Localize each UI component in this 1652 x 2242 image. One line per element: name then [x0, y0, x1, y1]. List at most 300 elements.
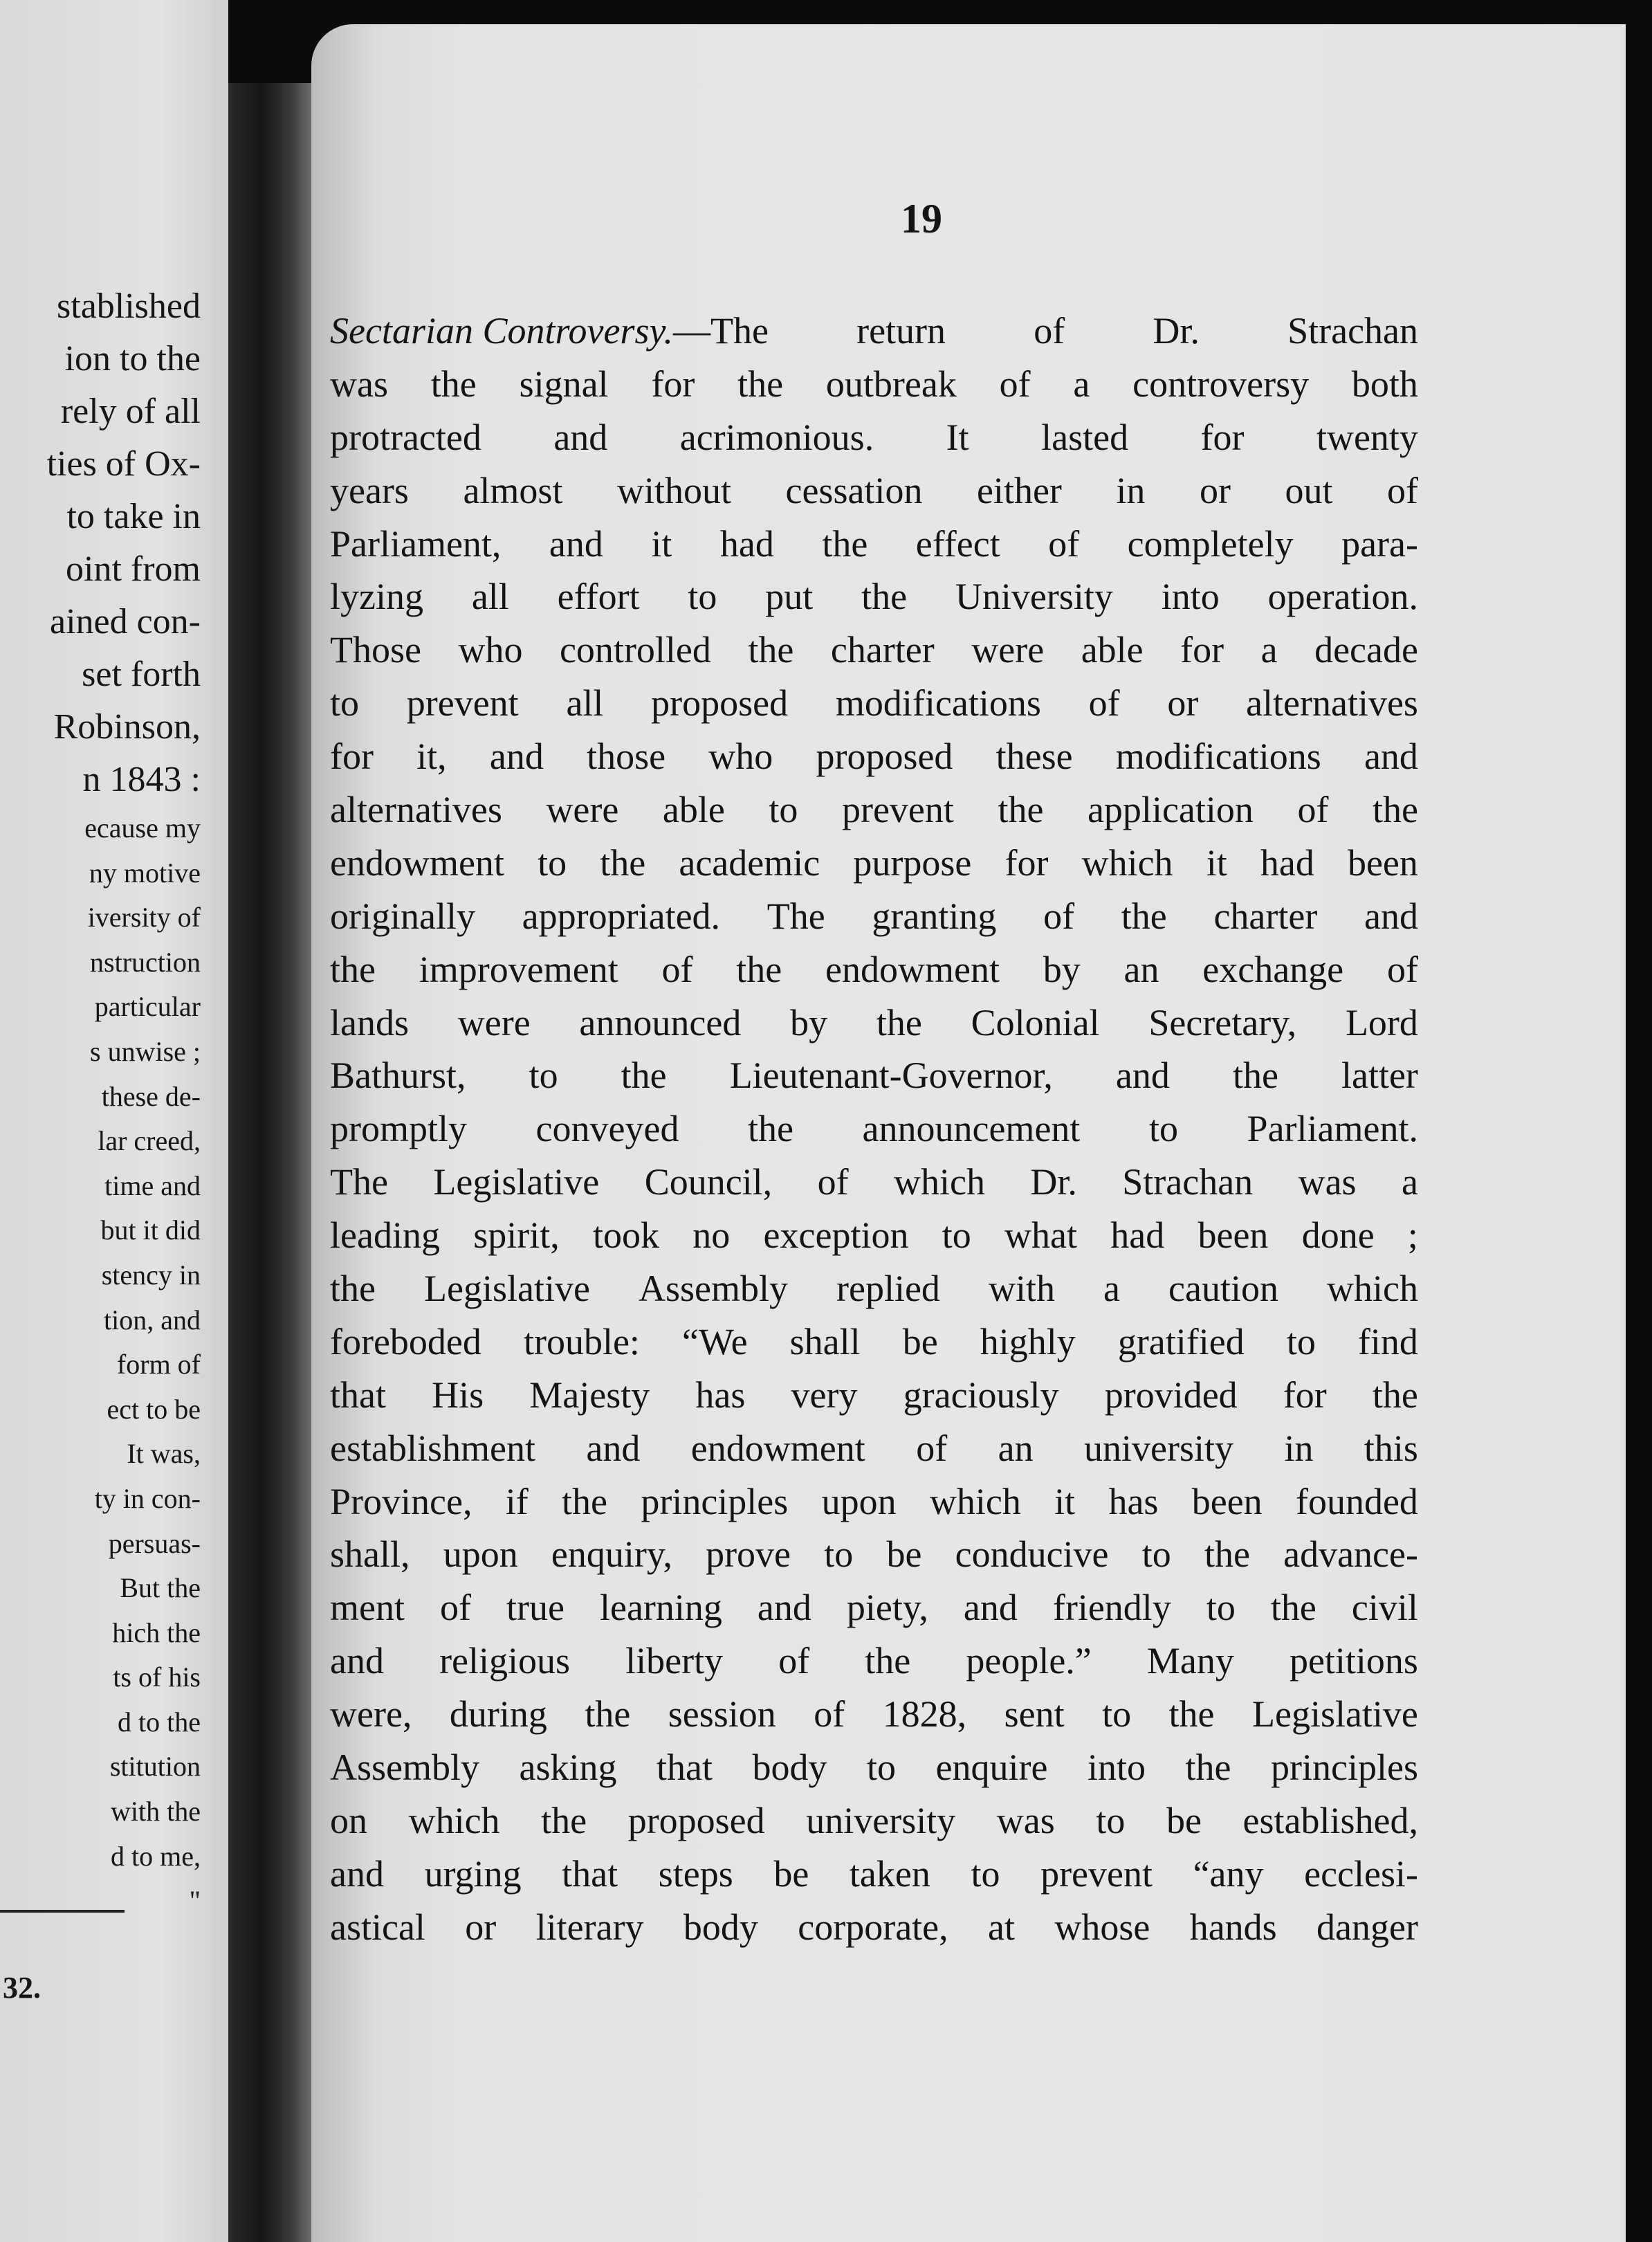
text-word: to	[942, 1214, 971, 1257]
left-line: particular	[94, 991, 201, 1023]
text-line	[330, 1049, 1418, 1102]
left-line: ny motive	[89, 857, 201, 888]
text-word: “We	[682, 1320, 748, 1362]
text-word: endowment	[825, 948, 1000, 990]
text-word: an	[1123, 948, 1159, 990]
text-word: endowment	[690, 1427, 865, 1469]
text-word: that	[657, 1747, 713, 1789]
text-word: body	[752, 1747, 827, 1789]
text-word: corporate,	[798, 1906, 948, 1948]
text-word: in	[1284, 1427, 1314, 1469]
text-word: exchange	[1202, 948, 1344, 990]
text-word: It	[946, 416, 969, 458]
text-word: spirit,	[473, 1214, 560, 1257]
text-word: be	[1166, 1799, 1202, 1841]
text-word: whose	[1054, 1906, 1150, 1948]
text-word: caution	[1168, 1268, 1278, 1310]
text-word: has	[695, 1374, 746, 1416]
text-line	[330, 623, 1418, 677]
text-word: piety,	[846, 1587, 928, 1629]
text-word: the	[737, 363, 784, 405]
text-word: out	[1285, 469, 1333, 511]
text-word: into	[1161, 576, 1220, 618]
text-word: the	[1270, 1587, 1316, 1629]
text-word: true	[506, 1587, 565, 1629]
text-word: replied	[836, 1268, 940, 1310]
text-word: Colonial	[971, 1001, 1100, 1043]
text-word: and	[330, 1852, 384, 1895]
text-word: “any	[1193, 1852, 1264, 1895]
left-line: these de-	[101, 1080, 201, 1112]
text-word: lasted	[1041, 416, 1129, 458]
text-word: and	[757, 1587, 811, 1629]
text-word: appropriated.	[522, 895, 721, 937]
text-word: petitions	[1289, 1640, 1418, 1682]
text-word: by	[790, 1001, 828, 1043]
text-word: promptly	[330, 1108, 467, 1150]
text-word: principles	[1271, 1747, 1418, 1789]
text-word: Lord	[1345, 1001, 1418, 1043]
text-line	[330, 1422, 1418, 1475]
text-word: liberty	[625, 1640, 724, 1682]
text-word: that	[562, 1852, 618, 1895]
text-line	[330, 1901, 1418, 1954]
text-word: and	[1115, 1055, 1170, 1097]
text-word: of	[1386, 469, 1418, 511]
text-word: Council,	[644, 1161, 773, 1203]
text-line	[330, 1794, 1418, 1848]
text-word: protracted	[330, 416, 481, 458]
text-word: proposed	[816, 736, 953, 778]
text-word: outbreak	[825, 363, 957, 405]
text-word: session	[668, 1693, 776, 1735]
text-word: a	[1073, 363, 1090, 405]
text-line	[330, 1209, 1418, 1262]
text-word: controlled	[559, 629, 711, 671]
text-word: to	[824, 1533, 854, 1576]
text-word: signal	[519, 363, 609, 405]
text-word: 1828,	[882, 1693, 967, 1735]
text-word: it	[1054, 1480, 1076, 1522]
text-word: the	[1168, 1693, 1215, 1735]
text-word: advance-	[1283, 1533, 1418, 1576]
text-word: ment	[330, 1587, 405, 1629]
text-word: of	[1034, 310, 1065, 352]
text-word: who	[458, 629, 523, 671]
text-line	[330, 358, 1418, 411]
text-word: to	[1206, 1587, 1236, 1629]
left-line: with the	[111, 1796, 201, 1828]
text-word: almost	[463, 469, 563, 511]
text-word: of	[999, 363, 1031, 405]
text-word: The	[330, 1161, 388, 1203]
text-word: to	[1102, 1693, 1132, 1735]
left-line: It was,	[127, 1438, 201, 1470]
text-word: this	[1364, 1427, 1418, 1469]
text-word: for	[1004, 841, 1049, 884]
text-word: the	[998, 789, 1044, 831]
left-line: ecause my	[84, 812, 201, 844]
text-line	[330, 464, 1418, 518]
left-page-text	[0, 280, 201, 1924]
text-word: the	[1185, 1747, 1231, 1789]
text-word: Legislative	[1251, 1693, 1418, 1735]
text-word: shall	[789, 1320, 861, 1362]
text-line	[330, 1102, 1418, 1156]
text-word: who	[708, 736, 773, 778]
text-word: lands	[330, 1001, 409, 1043]
text-word: of	[1386, 948, 1418, 990]
text-word: graciously	[903, 1374, 1059, 1416]
text-word: and	[1364, 895, 1418, 937]
text-word: alternatives	[330, 789, 502, 831]
text-word: effort	[557, 576, 640, 618]
text-word: operation.	[1267, 576, 1418, 618]
text-word: took	[593, 1214, 660, 1257]
text-word: and	[1364, 736, 1418, 778]
text-word: latter	[1341, 1055, 1418, 1097]
left-line: ion to the	[64, 339, 201, 379]
left-footnote: 32.	[3, 1971, 41, 2005]
text-word: of	[661, 948, 693, 990]
text-word: provided	[1104, 1374, 1238, 1416]
text-line	[330, 1369, 1418, 1422]
text-word: to	[1286, 1320, 1316, 1362]
text-word: Strachan	[1287, 310, 1418, 352]
text-word: on	[330, 1799, 367, 1841]
text-word: enquire	[935, 1747, 1048, 1789]
text-word: been	[1347, 841, 1418, 884]
text-word: effect	[915, 522, 1000, 565]
text-word: originally	[330, 895, 475, 937]
text-line	[330, 730, 1418, 783]
text-word: into	[1087, 1747, 1146, 1789]
text-word: able	[1081, 629, 1144, 671]
text-word: the	[330, 1268, 376, 1310]
text-word: to	[1148, 1108, 1178, 1150]
text-word: it	[651, 522, 672, 565]
text-line	[330, 1528, 1418, 1581]
text-word: the	[1372, 789, 1418, 831]
text-word: to	[688, 576, 717, 618]
text-word: either	[976, 469, 1062, 511]
text-word: body	[683, 1906, 758, 1948]
text-word: enquiry,	[551, 1533, 672, 1576]
text-word: His	[432, 1374, 484, 1416]
text-word: of	[1043, 895, 1075, 937]
text-word: if	[505, 1480, 529, 1522]
text-word: established,	[1242, 1799, 1418, 1841]
text-word: Parliament,	[330, 522, 502, 565]
text-word: acrimonious.	[679, 416, 874, 458]
text-word: of	[440, 1587, 471, 1629]
left-line: Robinson,	[53, 707, 201, 747]
text-word: it,	[416, 736, 447, 778]
text-word: both	[1351, 363, 1418, 405]
text-word: charter	[830, 629, 935, 671]
left-line: form of	[116, 1349, 201, 1380]
text-word: completely	[1127, 522, 1294, 565]
text-word: was	[1298, 1161, 1357, 1203]
right-page	[311, 24, 1626, 2242]
text-word: literary	[535, 1906, 644, 1948]
body-text	[330, 304, 1418, 1954]
text-line	[330, 570, 1418, 623]
footnote-rule	[0, 1910, 125, 1913]
book-gutter	[228, 0, 311, 2242]
text-word: or	[465, 1906, 497, 1948]
text-word: Legislative	[424, 1268, 590, 1310]
text-word: Parliament.	[1247, 1108, 1418, 1150]
text-word: highly	[980, 1320, 1076, 1362]
text-word: proposed	[651, 682, 789, 724]
text-word: was	[996, 1799, 1055, 1841]
left-line: set forth	[82, 655, 201, 694]
left-line: ect to be	[107, 1393, 201, 1425]
text-word: improvement	[419, 948, 618, 990]
text-word: Assembly	[638, 1268, 788, 1310]
text-word: for	[651, 363, 695, 405]
text-word: the	[585, 1693, 631, 1735]
text-word: been	[1197, 1214, 1269, 1257]
text-word: Many	[1146, 1640, 1234, 1682]
text-word: announcement	[862, 1108, 1081, 1150]
text-word: twenty	[1316, 416, 1418, 458]
text-line	[330, 943, 1418, 996]
text-word: which	[1081, 841, 1173, 884]
text-word: had	[719, 522, 774, 565]
text-word: with	[988, 1268, 1055, 1310]
text-word: were	[971, 629, 1045, 671]
text-word: of	[1297, 789, 1329, 831]
left-line: ty in con-	[94, 1482, 201, 1514]
text-word: astical	[330, 1906, 425, 1948]
text-word: endowment	[330, 841, 504, 884]
text-line	[330, 1475, 1418, 1529]
text-word: the	[736, 948, 782, 990]
text-word: to	[769, 789, 798, 831]
text-word: announced	[579, 1001, 742, 1043]
left-line: d to the	[118, 1706, 201, 1738]
text-word: of	[814, 1693, 845, 1735]
text-word: granting	[872, 895, 997, 937]
left-line: stitution	[109, 1751, 201, 1783]
text-word: for	[1180, 629, 1224, 671]
text-word: Strachan	[1122, 1161, 1254, 1203]
text-line	[330, 677, 1418, 730]
text-word: had	[1110, 1214, 1165, 1257]
text-word: Legislative	[433, 1161, 600, 1203]
text-word: and	[330, 1640, 384, 1682]
text-word: and	[489, 736, 544, 778]
left-line: hich the	[112, 1616, 201, 1648]
text-word: very	[791, 1374, 858, 1416]
text-word: which	[929, 1480, 1021, 1522]
text-word: the	[330, 948, 376, 990]
left-line: nstruction	[90, 946, 201, 978]
text-word: been	[1191, 1480, 1263, 1522]
scan-border	[1626, 0, 1652, 2242]
text-word: upon	[821, 1480, 897, 1522]
text-word: of	[1088, 682, 1120, 724]
text-word: controversy	[1132, 363, 1310, 405]
text-word: Assembly	[330, 1747, 479, 1789]
text-word: the	[865, 1640, 911, 1682]
text-word: learning	[599, 1587, 722, 1629]
left-line: time and	[104, 1169, 201, 1201]
text-word: foreboded	[330, 1320, 481, 1362]
text-word: academic	[679, 841, 820, 884]
text-word: establishment	[330, 1427, 535, 1469]
text-word: university	[806, 1799, 956, 1841]
left-line: d to me,	[111, 1840, 201, 1872]
text-word: steps	[658, 1852, 733, 1895]
text-word: all	[566, 682, 604, 724]
text-word: Dr.	[1030, 1161, 1077, 1203]
text-word: done	[1301, 1214, 1375, 1257]
text-word: no	[692, 1214, 731, 1257]
text-word: were,	[330, 1693, 412, 1735]
left-line: oint from	[66, 549, 201, 589]
text-word: and	[586, 1427, 641, 1469]
text-word: or	[1167, 682, 1199, 724]
text-line	[330, 1581, 1418, 1634]
text-word: religious	[439, 1640, 571, 1682]
text-word: the	[1372, 1374, 1418, 1416]
left-line: rely of all	[60, 392, 201, 431]
text-line	[330, 890, 1418, 943]
text-word: —The	[672, 310, 769, 352]
text-line	[330, 411, 1418, 464]
left-line: ties of Ox-	[46, 444, 201, 484]
text-word: a	[1401, 1161, 1418, 1203]
text-line	[330, 996, 1418, 1050]
text-word: or	[1199, 469, 1231, 511]
text-word: application	[1087, 789, 1254, 831]
text-word: prevent	[841, 789, 954, 831]
text-word: the	[748, 1108, 793, 1150]
page-number: 19	[901, 196, 942, 241]
text-word: danger	[1316, 1906, 1418, 1948]
text-word: what	[1004, 1214, 1077, 1257]
left-line: ained con-	[49, 602, 201, 641]
text-word: to	[529, 1055, 558, 1097]
text-word: ecclesi-	[1304, 1852, 1418, 1895]
text-word: prevent	[1040, 1852, 1153, 1895]
text-word: be	[886, 1533, 922, 1576]
text-word: para-	[1341, 522, 1418, 565]
text-line	[330, 1156, 1418, 1209]
text-word: which	[408, 1799, 500, 1841]
text-word: and	[963, 1587, 1018, 1629]
text-word: lyzing	[330, 576, 423, 618]
text-word: people.”	[966, 1640, 1092, 1682]
text-word: the	[1204, 1533, 1250, 1576]
text-word: Those	[330, 629, 421, 671]
text-word: was	[330, 363, 388, 405]
text-word: that	[330, 1374, 386, 1416]
text-word: taken	[849, 1852, 930, 1895]
text-word: the	[1232, 1055, 1278, 1097]
text-word: to	[971, 1852, 1000, 1895]
text-line	[330, 1848, 1418, 1901]
text-word: prove	[706, 1533, 791, 1576]
text-word: The	[767, 895, 825, 937]
text-word: all	[471, 576, 509, 618]
text-line	[330, 1634, 1418, 1688]
text-word: the	[600, 841, 646, 884]
left-line: stablished	[57, 286, 201, 326]
text-word: prevent	[406, 682, 519, 724]
left-line: tion, and	[104, 1304, 201, 1336]
text-word: hands	[1189, 1906, 1277, 1948]
text-word: the	[562, 1480, 608, 1522]
text-word: Province,	[330, 1480, 472, 1522]
left-line: n 1843 :	[82, 760, 201, 799]
text-word: for	[1283, 1374, 1327, 1416]
text-word: exception	[763, 1214, 909, 1257]
text-word: conducive	[955, 1533, 1109, 1576]
text-word: those	[587, 736, 666, 778]
text-word: be	[902, 1320, 938, 1362]
text-word: alternatives	[1246, 682, 1418, 724]
text-word: gratified	[1117, 1320, 1245, 1362]
text-word: for	[330, 736, 374, 778]
text-line	[330, 518, 1418, 571]
left-line: iversity of	[87, 902, 201, 933]
text-word: the	[861, 576, 908, 618]
text-word: modifications	[835, 682, 1041, 724]
text-word: of	[778, 1640, 810, 1682]
text-word: purpose	[853, 841, 972, 884]
left-line: lar creed,	[98, 1125, 201, 1157]
text-word: University	[955, 576, 1113, 618]
text-word: proposed	[627, 1799, 765, 1841]
text-word: and	[549, 522, 603, 565]
left-line: But the	[120, 1572, 201, 1604]
text-word: the	[541, 1799, 587, 1841]
text-word: without	[616, 469, 731, 511]
text-word: by	[1043, 948, 1081, 990]
text-word: Secretary,	[1148, 1001, 1297, 1043]
text-word: during	[449, 1693, 547, 1735]
text-word: Dr.	[1153, 310, 1200, 352]
text-word: an	[998, 1427, 1034, 1469]
left-line: but it did	[100, 1214, 201, 1246]
text-word: the	[621, 1055, 667, 1097]
text-word: to	[1096, 1799, 1126, 1841]
text-word: find	[1357, 1320, 1418, 1362]
left-line: ts of his	[113, 1661, 201, 1693]
text-word: cessation	[785, 469, 923, 511]
text-word: at	[988, 1906, 1015, 1948]
text-line	[330, 304, 1418, 358]
text-word: to	[330, 682, 360, 724]
text-word: a	[1260, 629, 1278, 671]
text-word: upon	[443, 1533, 518, 1576]
text-line	[330, 1315, 1418, 1369]
text-word: put	[765, 576, 814, 618]
text-word: the	[876, 1001, 922, 1043]
text-word: it	[1206, 841, 1227, 884]
text-word: the	[1121, 895, 1167, 937]
text-word: return	[856, 310, 946, 352]
text-word: were	[457, 1001, 531, 1043]
text-word: principles	[641, 1480, 789, 1522]
text-word: charter	[1213, 895, 1318, 937]
text-word: a	[1103, 1268, 1120, 1310]
section-heading: Sectarian Controversy.	[330, 310, 673, 352]
